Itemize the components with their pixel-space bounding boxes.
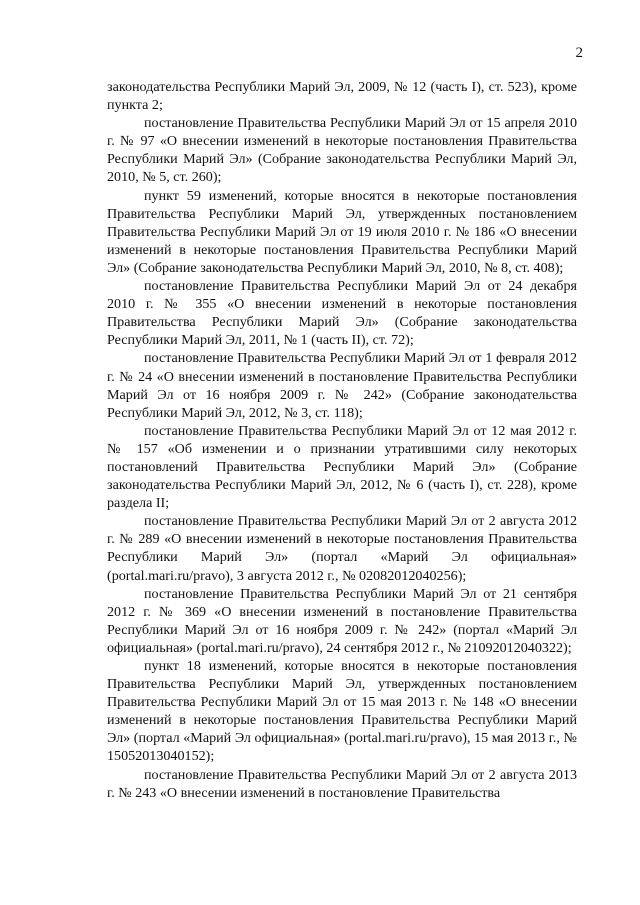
paragraph-resolution-97: постановление Правительства Республики Марий Эл от 15 апреля 2010 г. № 97 «О внесении изменений в некоторые постановления Правительства Республики Марий Эл» (Собрание законодательства Республики Марий Эл, 2010, № 5, ст. 260); <box>107 115 577 186</box>
paragraph-item-18: пункт 18 изменений, которые вносятся в некоторые постановления Правительства Республики Марий Эл, утвержденных постановлением Правительства Республики Марий Эл от 15 мая 2013 г. № 148 «О внесении изменений в некоторые постановления Правительства Республики Марий Эл» (портал «Марий Эл официальная» (portal.mari.ru/pravo), 15 мая 2013 г., № 15052013040152); <box>107 658 577 765</box>
page-number: 2 <box>575 45 583 61</box>
paragraph-continuation: законодательства Республики Марий Эл, 2009, № 12 (часть I), ст. 523), кроме пункта 2; <box>107 79 577 114</box>
paragraph-resolution-243: постановление Правительства Республики Марий Эл от 2 августа 2013 г. № 243 «О внесении изменений в постановление Правительства <box>107 766 577 801</box>
paragraph-resolution-157: постановление Правительства Республики Марий Эл от 12 мая 2012 г. № 157 «Об изменении и о признании утратившими силу некоторых постановлений Правительства Республики Марий Эл» (Собрание законодательства Республики Марий Эл, 2012, № 6 (часть I), ст. 228), кроме раздела II; <box>107 422 577 512</box>
paragraph-resolution-369: постановление Правительства Республики Марий Эл от 21 сентября 2012 г. № 369 «О внесении изменений в постановление Правительства Республики Марий Эл от 16 ноября 2009 г. № 242» (портал «Марий Эл официальная» (portal.mari.ru/pravo), 24 сентября 2012 г., № 21092012040322); <box>107 585 577 656</box>
document-body <box>107 78 577 802</box>
paragraph-resolution-24: постановление Правительства Республики Марий Эл от 1 февраля 2012 г. № 24 «О внесении изменений в постановление Правительства Республики Марий Эл от 16 ноября 2009 г. № 242» (Собрание законодательства Республики Марий Эл, 2012, № 3, ст. 118); <box>107 350 577 421</box>
paragraph-resolution-355: постановление Правительства Республики Марий Эл от 24 декабря 2010 г. № 355 «О внесении изменений в некоторые постановления Правительства Республики Марий Эл» (Собрание законодательства Республики Марий Эл, 2011, № 1 (часть II), ст. 72); <box>107 278 577 349</box>
paragraph-item-59: пункт 59 изменений, которые вносятся в некоторые постановления Правительства Республики Марий Эл, утвержденных постановлением Правительства Республики Марий Эл от 19 июля 2010 г. № 186 «О внесении изменений в некоторые постановления Правительства Республики Марий Эл» (Собрание законодательства Республики Марий Эл, 2010, № 8, ст. 408); <box>107 187 577 276</box>
paragraph-resolution-289: постановление Правительства Республики Марий Эл от 2 августа 2012 г. № 289 «О внесении изменений в некоторые постановления Правительства Республики Марий Эл» (портал «Марий Эл официальная» (portal.mari.ru/pravo), 3 августа 2012 г., № 02082012040256); <box>107 513 577 584</box>
